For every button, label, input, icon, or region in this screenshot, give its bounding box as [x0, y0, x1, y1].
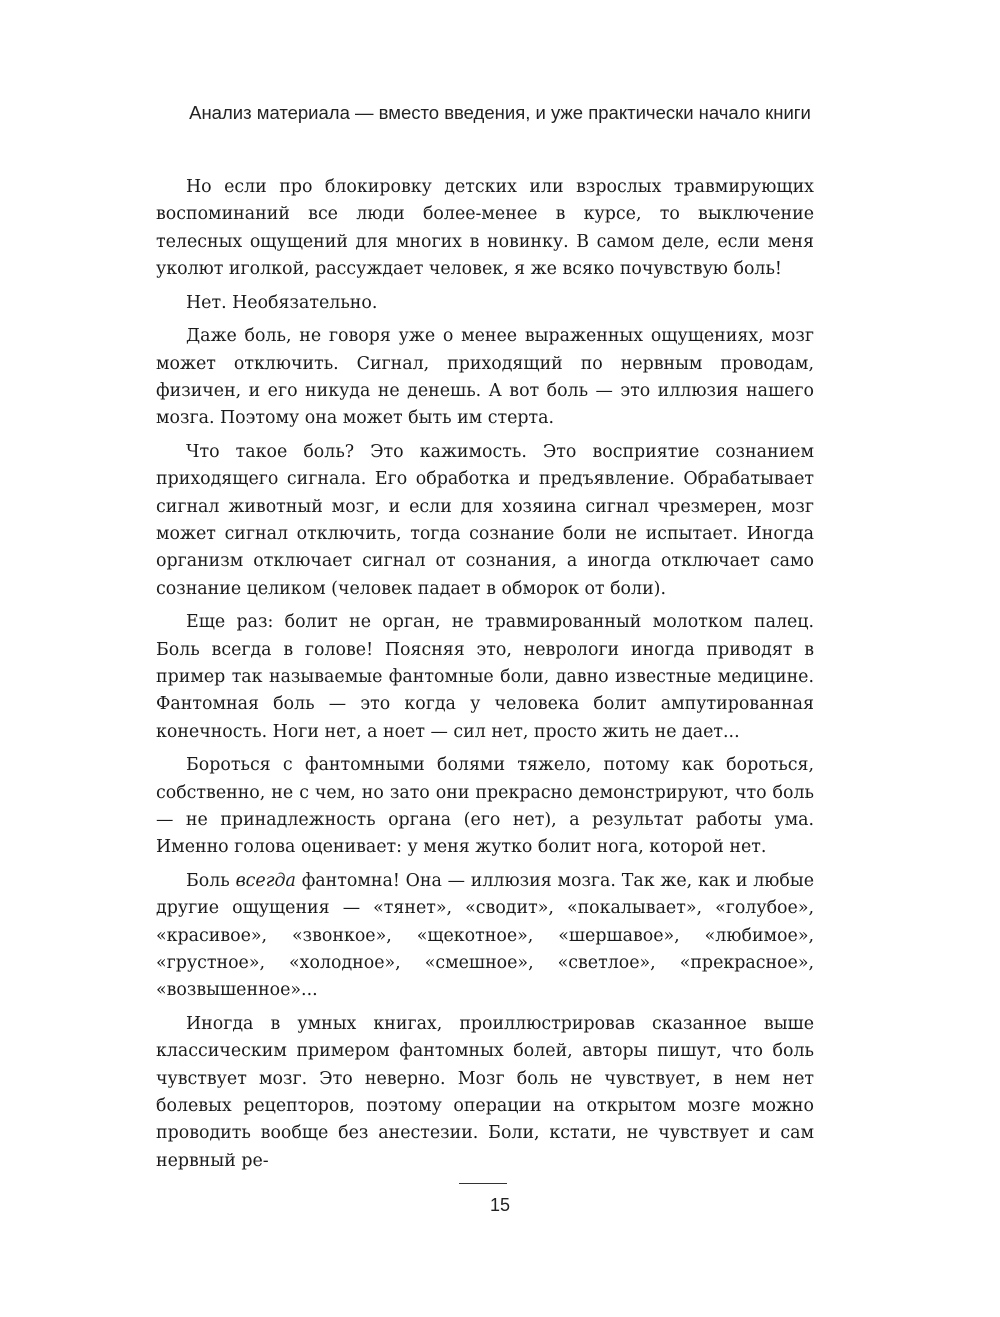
- paragraph-7-end: фантомна! Она — иллюзия мозга. Так же, как и любые другие ощущения — «тянет», «сводит», «покалывает», «голубое», «красивое», «звонкое», «щекотное», «шершавое», «любимое», «грустное», «холодное», «смешное», «светлое», «прекрасное», «возвышенное»...: [156, 871, 815, 1001]
- paragraph-7: [156, 868, 814, 1004]
- paragraph-7-emphasis: всегда: [235, 871, 296, 892]
- paragraph-1: Но если про блокировку детских или взрослых травмирующих воспоминаний все люди более-менее в курсе, то выключение телесных ощущений для многих в новинку. В самом деле, если меня уколют иголкой, рассуждает человек, я же всяко почувствую боль!: [156, 177, 814, 279]
- paragraph-4: Что такое боль? Это кажимость. Это восприятие сознанием приходящего сигнала. Его обработка и предъявление. Обрабатывает сигнал животный мозг, и если для хозяина сигнал чрезмерен, мозг может сигнал отключить, тогда сознание боли не испытает. Иногда организм отключает сигнал от сознания, а иногда отключает само сознание целиком (человек падает в обморок от боли).: [156, 442, 814, 599]
- page-number-rule: [459, 1183, 507, 1184]
- paragraph-2: Нет. Необязательно.: [186, 292, 378, 313]
- body-text: [156, 174, 814, 1175]
- paragraph-8: Иногда в умных книгах, проиллюстрировав сказанное выше классическим примером фантомных болей, авторы пишут, что боль чувствует мозг. Это неверно. Мозг боль не чувствует, в нем нет болевых рецепторов, поэтому операции на открытом мозге можно проводить вообще без анестезии. Боли, кстати, не чувствует и сам нервный ре-: [156, 1014, 814, 1171]
- paragraph-6: Бороться с фантомными болями тяжело, потому как бороться, собственно, не с чем, но зато они прекрасно демонстрируют, что боль — не принадлежность органа (его нет), а результат работы ума. Именно голова оценивает: у меня жутко болит нога, которой нет.: [156, 755, 814, 858]
- running-header: Анализ материала — вместо введения, и уже практически начало книги: [189, 102, 811, 123]
- paragraph-7-start: Боль: [186, 871, 236, 892]
- paragraph-5: Еще раз: болит не орган, не травмированный молотком палец. Боль всегда в голове! Поясняя это, неврологи иногда приводят в пример так называемые фантомные боли, давно известные медицине. Фантомная боль — это когда у человека болит ампутированная конечность. Ноги нет, а ноет — сил нет, просто жить не дает...: [156, 612, 814, 742]
- page-number: 15: [489, 1195, 511, 1215]
- paragraph-3: Даже боль, не говоря уже о менее выраженных ощущениях, мозг может отключить. Сигнал, приходящий по нервным проводам, физичен, и его никуда не денешь. А вот боль — это иллюзия нашего мозга. Поэтому она может быть им стерта.: [156, 326, 814, 429]
